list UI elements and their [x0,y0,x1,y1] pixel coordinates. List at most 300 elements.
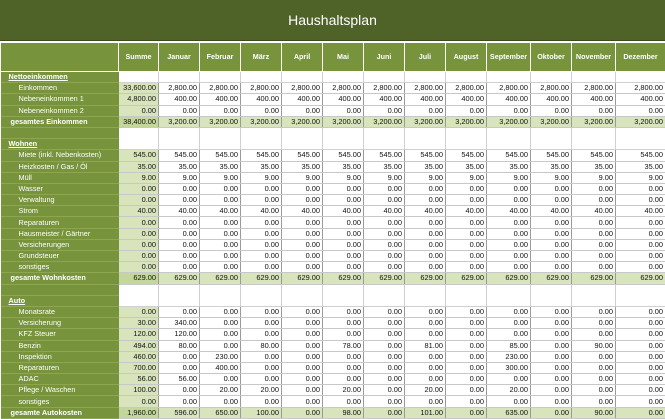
value-cell[interactable]: 0.00 [405,195,446,206]
value-cell[interactable]: 0.00 [241,262,282,273]
empty-cell[interactable] [200,127,241,138]
value-cell[interactable]: 545.00 [241,150,282,161]
value-cell[interactable]: 78.00 [323,340,364,351]
value-cell[interactable]: 9.00 [531,172,572,183]
sum-cell[interactable]: 0.00 [119,239,159,250]
value-cell[interactable]: 400.00 [159,94,200,105]
empty-cell[interactable] [200,284,241,295]
value-cell[interactable]: 0.00 [282,217,323,228]
value-cell[interactable]: 0.00 [616,306,665,317]
value-cell[interactable]: 0.00 [200,306,241,317]
empty-cell[interactable] [323,284,364,295]
value-cell[interactable]: 0.00 [364,374,405,385]
value-cell[interactable]: 9.00 [572,172,616,183]
value-cell[interactable]: 3,200.00 [446,116,487,127]
value-cell[interactable]: 0.00 [572,105,616,116]
empty-cell[interactable] [364,139,405,150]
value-cell[interactable]: 0.00 [616,351,665,362]
value-cell[interactable]: 9.00 [616,172,665,183]
value-cell[interactable]: 0.00 [572,183,616,194]
sum-cell[interactable]: 1,960.00 [119,407,159,418]
empty-cell[interactable] [119,127,159,138]
empty-cell[interactable] [159,72,200,83]
value-cell[interactable]: 545.00 [364,150,405,161]
value-cell[interactable]: 0.00 [200,105,241,116]
value-cell[interactable]: 0.00 [282,340,323,351]
value-cell[interactable]: 0.00 [282,251,323,262]
value-cell[interactable]: 0.00 [446,183,487,194]
sum-cell[interactable]: 0.00 [119,195,159,206]
value-cell[interactable]: 400.00 [405,94,446,105]
sum-cell[interactable]: 120.00 [119,329,159,340]
value-cell[interactable]: 80.00 [241,340,282,351]
value-cell[interactable]: 0.00 [531,396,572,407]
empty-cell[interactable] [200,139,241,150]
value-cell[interactable]: 0.00 [487,262,531,273]
value-cell[interactable]: 0.00 [531,318,572,329]
value-cell[interactable]: 0.00 [364,105,405,116]
value-cell[interactable]: 35.00 [405,161,446,172]
value-cell[interactable]: 0.00 [446,407,487,418]
empty-cell[interactable] [323,127,364,138]
value-cell[interactable]: 629.00 [282,273,323,284]
sum-cell[interactable]: 494.00 [119,340,159,351]
value-cell[interactable]: 20.00 [241,385,282,396]
empty-cell[interactable] [159,284,200,295]
value-cell[interactable]: 0.00 [159,362,200,373]
value-cell[interactable]: 0.00 [159,251,200,262]
value-cell[interactable]: 0.00 [487,195,531,206]
empty-cell[interactable] [241,284,282,295]
value-cell[interactable]: 0.00 [364,239,405,250]
value-cell[interactable]: 2,800.00 [616,83,665,94]
empty-cell[interactable] [487,72,531,83]
empty-cell[interactable] [119,295,159,306]
value-cell[interactable]: 0.00 [616,105,665,116]
value-cell[interactable]: 2,800.00 [364,83,405,94]
value-cell[interactable]: 400.00 [531,94,572,105]
value-cell[interactable]: 2,800.00 [323,83,364,94]
value-cell[interactable]: 0.00 [446,396,487,407]
value-cell[interactable]: 0.00 [446,228,487,239]
value-cell[interactable]: 3,200.00 [572,116,616,127]
value-cell[interactable]: 0.00 [572,306,616,317]
value-cell[interactable]: 0.00 [323,374,364,385]
value-cell[interactable]: 0.00 [323,329,364,340]
value-cell[interactable]: 0.00 [364,262,405,273]
column-header-dezember[interactable]: Dezember [616,43,665,72]
value-cell[interactable]: 0.00 [241,351,282,362]
empty-cell[interactable] [323,295,364,306]
value-cell[interactable]: 0.00 [282,329,323,340]
value-cell[interactable]: 2,800.00 [531,83,572,94]
empty-cell[interactable] [616,295,665,306]
value-cell[interactable]: 0.00 [572,228,616,239]
value-cell[interactable]: 0.00 [364,251,405,262]
value-cell[interactable]: 0.00 [446,195,487,206]
sum-cell[interactable]: 30.00 [119,318,159,329]
value-cell[interactable]: 0.00 [572,318,616,329]
value-cell[interactable]: 0.00 [200,251,241,262]
value-cell[interactable]: 0.00 [531,251,572,262]
value-cell[interactable]: 0.00 [487,251,531,262]
value-cell[interactable]: 0.00 [446,362,487,373]
value-cell[interactable]: 0.00 [323,105,364,116]
value-cell[interactable]: 0.00 [572,217,616,228]
value-cell[interactable]: 0.00 [616,217,665,228]
sum-cell[interactable]: 35.00 [119,161,159,172]
value-cell[interactable]: 120.00 [159,329,200,340]
empty-cell[interactable] [572,72,616,83]
value-cell[interactable]: 0.00 [323,362,364,373]
sum-cell[interactable]: 545.00 [119,150,159,161]
value-cell[interactable]: 0.00 [405,351,446,362]
value-cell[interactable]: 35.00 [531,161,572,172]
value-cell[interactable]: 629.00 [487,273,531,284]
value-cell[interactable]: 100.00 [241,407,282,418]
empty-cell[interactable] [405,295,446,306]
value-cell[interactable]: 0.00 [323,239,364,250]
value-cell[interactable]: 0.00 [282,407,323,418]
empty-cell[interactable] [241,295,282,306]
value-cell[interactable]: 0.00 [616,183,665,194]
sum-cell[interactable]: 38,400.00 [119,116,159,127]
value-cell[interactable]: 0.00 [487,396,531,407]
value-cell[interactable]: 3,200.00 [282,116,323,127]
value-cell[interactable]: 81.00 [405,340,446,351]
value-cell[interactable]: 35.00 [282,161,323,172]
value-cell[interactable]: 2,800.00 [159,83,200,94]
value-cell[interactable]: 0.00 [487,318,531,329]
value-cell[interactable]: 0.00 [531,407,572,418]
value-cell[interactable]: 3,200.00 [364,116,405,127]
empty-cell[interactable] [405,127,446,138]
empty-cell[interactable] [446,284,487,295]
value-cell[interactable]: 0.00 [616,195,665,206]
sum-cell[interactable]: 33,600.00 [119,83,159,94]
value-cell[interactable]: 0.00 [364,195,405,206]
value-cell[interactable]: 0.00 [531,262,572,273]
value-cell[interactable]: 3,200.00 [487,116,531,127]
value-cell[interactable]: 0.00 [159,396,200,407]
empty-cell[interactable] [241,139,282,150]
value-cell[interactable]: 0.00 [282,318,323,329]
value-cell[interactable]: 0.00 [405,183,446,194]
value-cell[interactable]: 35.00 [364,161,405,172]
value-cell[interactable]: 20.00 [405,385,446,396]
empty-cell[interactable] [572,284,616,295]
column-header-summe[interactable]: Summe [119,43,159,72]
column-header-januar[interactable]: Januar [159,43,200,72]
empty-cell[interactable] [159,295,200,306]
value-cell[interactable]: 0.00 [446,329,487,340]
value-cell[interactable]: 545.00 [159,150,200,161]
value-cell[interactable]: 35.00 [200,161,241,172]
value-cell[interactable]: 629.00 [446,273,487,284]
value-cell[interactable]: 0.00 [531,329,572,340]
empty-cell[interactable] [364,127,405,138]
value-cell[interactable]: 0.00 [159,385,200,396]
value-cell[interactable]: 3,200.00 [531,116,572,127]
value-cell[interactable]: 0.00 [364,217,405,228]
value-cell[interactable]: 9.00 [282,172,323,183]
value-cell[interactable]: 0.00 [616,329,665,340]
value-cell[interactable]: 0.00 [405,239,446,250]
value-cell[interactable]: 400.00 [241,94,282,105]
value-cell[interactable]: 0.00 [323,351,364,362]
empty-cell[interactable] [159,127,200,138]
value-cell[interactable]: 0.00 [531,362,572,373]
empty-cell[interactable] [572,139,616,150]
value-cell[interactable]: 230.00 [200,351,241,362]
value-cell[interactable]: 0.00 [616,385,665,396]
value-cell[interactable]: 0.00 [323,396,364,407]
empty-cell[interactable] [282,127,323,138]
value-cell[interactable]: 400.00 [200,362,241,373]
sum-cell[interactable]: 0.00 [119,228,159,239]
empty-cell[interactable] [616,72,665,83]
value-cell[interactable]: 35.00 [616,161,665,172]
value-cell[interactable]: 20.00 [323,385,364,396]
value-cell[interactable]: 0.00 [364,228,405,239]
sum-cell[interactable]: 460.00 [119,351,159,362]
value-cell[interactable]: 0.00 [531,105,572,116]
value-cell[interactable]: 0.00 [364,329,405,340]
sum-cell[interactable]: 0.00 [119,396,159,407]
value-cell[interactable]: 0.00 [364,385,405,396]
value-cell[interactable]: 0.00 [572,195,616,206]
value-cell[interactable]: 0.00 [487,105,531,116]
empty-cell[interactable] [119,72,159,83]
empty-cell[interactable] [282,284,323,295]
value-cell[interactable]: 0.00 [282,385,323,396]
value-cell[interactable]: 545.00 [572,150,616,161]
value-cell[interactable]: 0.00 [572,251,616,262]
value-cell[interactable]: 0.00 [364,362,405,373]
empty-cell[interactable] [531,127,572,138]
empty-cell[interactable] [446,127,487,138]
value-cell[interactable]: 0.00 [531,228,572,239]
value-cell[interactable]: 545.00 [487,150,531,161]
value-cell[interactable]: 0.00 [405,318,446,329]
value-cell[interactable]: 629.00 [323,273,364,284]
value-cell[interactable]: 0.00 [616,340,665,351]
column-header-märz[interactable]: März [241,43,282,72]
empty-cell[interactable] [364,284,405,295]
sum-cell[interactable]: 0.00 [119,251,159,262]
value-cell[interactable]: 9.00 [446,172,487,183]
value-cell[interactable]: 0.00 [282,228,323,239]
value-cell[interactable]: 0.00 [446,105,487,116]
empty-cell[interactable] [446,295,487,306]
value-cell[interactable]: 3,200.00 [200,116,241,127]
value-cell[interactable]: 0.00 [364,183,405,194]
column-header-november[interactable]: November [572,43,616,72]
sum-cell[interactable]: 700.00 [119,362,159,373]
value-cell[interactable]: 0.00 [572,385,616,396]
value-cell[interactable]: 0.00 [572,362,616,373]
value-cell[interactable]: 629.00 [200,273,241,284]
value-cell[interactable]: 0.00 [616,407,665,418]
value-cell[interactable]: 0.00 [572,262,616,273]
value-cell[interactable]: 545.00 [200,150,241,161]
value-cell[interactable]: 650.00 [200,407,241,418]
value-cell[interactable]: 0.00 [531,239,572,250]
value-cell[interactable]: 0.00 [282,262,323,273]
value-cell[interactable]: 400.00 [572,94,616,105]
empty-cell[interactable] [200,295,241,306]
value-cell[interactable]: 0.00 [572,239,616,250]
value-cell[interactable]: 0.00 [405,251,446,262]
value-cell[interactable]: 3,200.00 [241,116,282,127]
value-cell[interactable]: 0.00 [282,183,323,194]
value-cell[interactable]: 0.00 [200,183,241,194]
value-cell[interactable]: 635.00 [487,407,531,418]
value-cell[interactable]: 0.00 [405,374,446,385]
value-cell[interactable]: 0.00 [241,374,282,385]
value-cell[interactable]: 0.00 [200,239,241,250]
sum-cell[interactable]: 0.00 [119,262,159,273]
empty-cell[interactable] [572,295,616,306]
value-cell[interactable]: 9.00 [241,172,282,183]
value-cell[interactable]: 9.00 [487,172,531,183]
value-cell[interactable]: 0.00 [241,228,282,239]
value-cell[interactable]: 0.00 [282,351,323,362]
value-cell[interactable]: 0.00 [446,251,487,262]
value-cell[interactable]: 0.00 [200,262,241,273]
value-cell[interactable]: 0.00 [159,262,200,273]
value-cell[interactable]: 90.00 [572,340,616,351]
value-cell[interactable]: 85.00 [487,340,531,351]
value-cell[interactable]: 596.00 [159,407,200,418]
value-cell[interactable]: 0.00 [531,306,572,317]
empty-cell[interactable] [531,72,572,83]
value-cell[interactable]: 0.00 [487,217,531,228]
value-cell[interactable]: 2,800.00 [572,83,616,94]
empty-cell[interactable] [323,139,364,150]
empty-cell[interactable] [159,139,200,150]
value-cell[interactable]: 2,800.00 [282,83,323,94]
value-cell[interactable]: 40.00 [241,206,282,217]
column-header-august[interactable]: August [446,43,487,72]
empty-cell[interactable] [446,72,487,83]
value-cell[interactable]: 0.00 [241,329,282,340]
value-cell[interactable]: 400.00 [282,94,323,105]
value-cell[interactable]: 40.00 [282,206,323,217]
value-cell[interactable]: 0.00 [531,195,572,206]
value-cell[interactable]: 0.00 [159,351,200,362]
value-cell[interactable]: 0.00 [323,262,364,273]
value-cell[interactable]: 0.00 [487,239,531,250]
value-cell[interactable]: 0.00 [446,340,487,351]
empty-cell[interactable] [282,295,323,306]
value-cell[interactable]: 0.00 [616,396,665,407]
value-cell[interactable]: 0.00 [159,239,200,250]
sum-cell[interactable]: 9.00 [119,172,159,183]
value-cell[interactable]: 545.00 [531,150,572,161]
value-cell[interactable]: 0.00 [241,318,282,329]
value-cell[interactable]: 0.00 [364,351,405,362]
value-cell[interactable]: 545.00 [616,150,665,161]
value-cell[interactable]: 545.00 [446,150,487,161]
value-cell[interactable]: 0.00 [200,396,241,407]
empty-cell[interactable] [531,139,572,150]
value-cell[interactable]: 0.00 [323,183,364,194]
value-cell[interactable]: 40.00 [446,206,487,217]
empty-cell[interactable] [405,284,446,295]
value-cell[interactable]: 0.00 [405,217,446,228]
value-cell[interactable]: 0.00 [616,318,665,329]
value-cell[interactable]: 0.00 [446,217,487,228]
empty-cell[interactable] [616,127,665,138]
empty-cell[interactable] [323,72,364,83]
value-cell[interactable]: 40.00 [159,206,200,217]
value-cell[interactable]: 0.00 [487,374,531,385]
value-cell[interactable]: 0.00 [200,217,241,228]
value-cell[interactable]: 40.00 [405,206,446,217]
value-cell[interactable]: 0.00 [323,306,364,317]
sum-cell[interactable]: 40.00 [119,206,159,217]
value-cell[interactable]: 40.00 [572,206,616,217]
value-cell[interactable]: 0.00 [282,105,323,116]
column-header-oktober[interactable]: Oktober [531,43,572,72]
value-cell[interactable]: 0.00 [405,228,446,239]
value-cell[interactable]: 0.00 [159,183,200,194]
value-cell[interactable]: 0.00 [323,195,364,206]
value-cell[interactable]: 0.00 [405,306,446,317]
value-cell[interactable]: 40.00 [531,206,572,217]
value-cell[interactable]: 0.00 [364,396,405,407]
empty-cell[interactable] [241,127,282,138]
empty-cell[interactable] [572,127,616,138]
value-cell[interactable]: 0.00 [200,329,241,340]
value-cell[interactable]: 0.00 [364,306,405,317]
value-cell[interactable]: 0.00 [241,183,282,194]
value-cell[interactable]: 0.00 [241,105,282,116]
value-cell[interactable]: 35.00 [241,161,282,172]
value-cell[interactable]: 0.00 [200,374,241,385]
empty-cell[interactable] [616,284,665,295]
value-cell[interactable]: 0.00 [531,217,572,228]
value-cell[interactable]: 0.00 [405,329,446,340]
empty-cell[interactable] [119,139,159,150]
value-cell[interactable]: 0.00 [282,374,323,385]
value-cell[interactable]: 300.00 [487,362,531,373]
value-cell[interactable]: 9.00 [159,172,200,183]
value-cell[interactable]: 40.00 [487,206,531,217]
value-cell[interactable]: 9.00 [200,172,241,183]
empty-cell[interactable] [531,284,572,295]
empty-cell[interactable] [531,295,572,306]
empty-cell[interactable] [487,295,531,306]
value-cell[interactable]: 0.00 [572,374,616,385]
value-cell[interactable]: 0.00 [323,217,364,228]
value-cell[interactable]: 0.00 [446,374,487,385]
column-header-september[interactable]: September [487,43,531,72]
value-cell[interactable]: 629.00 [241,273,282,284]
value-cell[interactable]: 0.00 [616,239,665,250]
value-cell[interactable]: 0.00 [446,385,487,396]
value-cell[interactable]: 40.00 [364,206,405,217]
value-cell[interactable]: 0.00 [364,318,405,329]
value-cell[interactable]: 629.00 [159,273,200,284]
sum-cell[interactable]: 0.00 [119,306,159,317]
value-cell[interactable]: 400.00 [200,94,241,105]
value-cell[interactable]: 400.00 [323,94,364,105]
value-cell[interactable]: 0.00 [241,239,282,250]
value-cell[interactable]: 545.00 [405,150,446,161]
value-cell[interactable]: 0.00 [487,329,531,340]
